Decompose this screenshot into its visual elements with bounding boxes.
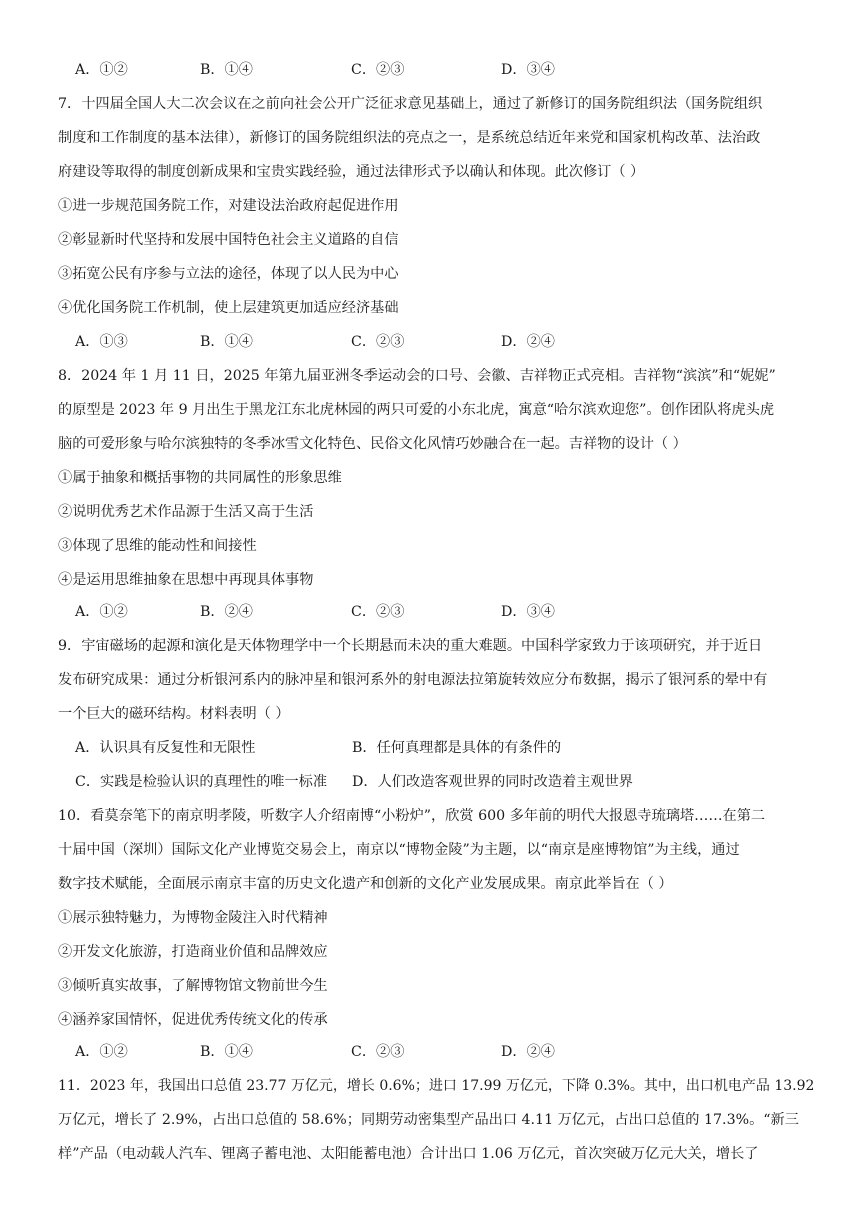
q8-statement-3: ③体现了思维的能动性和间接性 bbox=[58, 538, 257, 554]
q8-option-a[interactable]: A．①② bbox=[75, 604, 128, 620]
q8-stem-line-3: 脑的可爱形象与哈尔滨独特的冬季冰雪文化特色、民俗文化风情巧妙融合在一起。吉祥物的设计（ ） bbox=[58, 436, 687, 452]
q7-statement-1: ①进一步规范国务院工作，对建设法治政府起促进作用 bbox=[58, 198, 399, 214]
q9-option-b[interactable]: B．任何真理都是具体的有条件的 bbox=[352, 740, 562, 756]
q11-stem-line-3: 样”产品（电动载人汽车、锂离子蓄电池、太阳能蓄电池）合计出口 1.06 万亿元，首次突破万亿元大关，增长了 bbox=[58, 1146, 759, 1162]
q6-option-b[interactable]: B．①④ bbox=[200, 62, 253, 78]
q8-stem-line-2: 的原型是 2023 年 9 月出生于黑龙江东北虎林园的两只可爱的小东北虎，寓意“哈尔滨欢迎您”。创作团队将虎头虎 bbox=[58, 402, 775, 418]
q8-option-c[interactable]: C．②③ bbox=[351, 604, 405, 620]
q10-statement-2: ②开发文化旅游，打造商业价值和品牌效应 bbox=[58, 944, 328, 960]
q9-stem-line-2: 发布研究成果：通过分析银河系内的脉冲星和银河系外的射电源法拉第旋转效应分布数据，揭示了银河系的晕中有 bbox=[58, 672, 768, 688]
q8-option-b[interactable]: B．②④ bbox=[200, 604, 253, 620]
q6-option-d[interactable]: D．③④ bbox=[501, 62, 555, 78]
q9-option-d[interactable]: D．人们改造客观世界的同时改造着主观世界 bbox=[352, 774, 633, 790]
q7-option-c[interactable]: C．②③ bbox=[351, 334, 405, 350]
q10-statement-1: ①展示独特魅力，为博物金陵注入时代精神 bbox=[58, 910, 328, 926]
q9-option-a[interactable]: A．认识具有反复性和无限性 bbox=[75, 740, 256, 756]
q11-stem-line-2: 万亿元，增长了 2.9%，占出口总值的 58.6%；同期劳动密集型产品出口 4.11 万亿元，占出口总值的 17.3%。“新三 bbox=[58, 1112, 799, 1128]
q10-statement-4: ④涵养家国情怀，促进优秀传统文化的传承 bbox=[58, 1012, 328, 1028]
q9-stem-line-3: 一个巨大的磁环结构。材料表明（ ） bbox=[58, 706, 290, 722]
q7-option-d[interactable]: D．②④ bbox=[501, 334, 555, 350]
q8-statement-1: ①属于抽象和概括事物的共同属性的形象思维 bbox=[58, 470, 342, 486]
q10-stem-line-1: 10．看莫奈笔下的南京明孝陵，听数字人介绍南博“小粉炉”，欣赏 600 多年前的明代大报恩寺琉璃塔……在第二 bbox=[58, 808, 766, 824]
q10-option-a[interactable]: A．①② bbox=[75, 1044, 128, 1060]
q8-statement-2: ②说明优秀艺术作品源于生活又高于生活 bbox=[58, 504, 314, 520]
q6-option-c[interactable]: C．②③ bbox=[351, 62, 405, 78]
q6-option-a[interactable]: A．①② bbox=[75, 62, 128, 78]
q8-option-d[interactable]: D．③④ bbox=[501, 604, 555, 620]
q9-option-c[interactable]: C．实践是检验认识的真理性的唯一标准 bbox=[75, 774, 328, 790]
q10-stem-line-2: 十届中国（深圳）国际文化产业博览交易会上，南京以“博物金陵”为主题，以“南京是座博物馆”为主线，通过 bbox=[58, 842, 740, 858]
q9-stem-line-1: 9．宇宙磁场的起源和演化是天体物理学中一个长期悬而未决的重大难题。中国科学家致力于该项研究，并于近日 bbox=[58, 638, 763, 654]
q7-statement-4: ④优化国务院工作机制，使上层建筑更加适应经济基础 bbox=[58, 300, 399, 316]
q10-option-b[interactable]: B．①④ bbox=[200, 1044, 253, 1060]
q10-option-d[interactable]: D．②④ bbox=[501, 1044, 555, 1060]
q7-option-b[interactable]: B．①④ bbox=[200, 334, 253, 350]
q7-stem-line-1: 7．十四届全国人大二次会议在之前向社会公开广泛征求意见基础上，通过了新修订的国务院组织法（国务院组织 bbox=[58, 96, 763, 112]
q11-stem-line-1: 11．2023 年，我国出口总值 23.77 万亿元，增长 0.6%；进口 17.99 万亿元，下降 0.3%。其中，出口机电产品 13.92 bbox=[58, 1078, 815, 1094]
q7-stem-line-2: 制度和工作制度的基本法律），新修订的国务院组织法的亮点之一，是系统总结近年来党和国家机构改革、法治政 bbox=[58, 130, 761, 146]
q10-statement-3: ③倾听真实故事，了解博物馆文物前世今生 bbox=[58, 978, 328, 994]
q7-statement-2: ②彰显新时代坚持和发展中国特色社会主义道路的自信 bbox=[58, 232, 399, 248]
q10-stem-line-3: 数字技术赋能，全面展示南京丰富的历史文化遗产和创新的文化产业发展成果。南京此举旨在（ ） bbox=[58, 876, 673, 892]
q10-option-c[interactable]: C．②③ bbox=[351, 1044, 405, 1060]
q7-statement-3: ③拓宽公民有序参与立法的途径，体现了以人民为中心 bbox=[58, 266, 399, 282]
q8-statement-4: ④是运用思维抽象在思想中再现具体事物 bbox=[58, 572, 314, 588]
q7-stem-line-3: 府建设等取得的制度创新成果和宝贵实践经验，通过法律形式予以确认和体现。此次修订（ ） bbox=[58, 164, 645, 180]
q7-option-a[interactable]: A．①③ bbox=[75, 334, 128, 350]
q8-stem-line-1: 8．2024 年 1 月 11 日，2025 年第九届亚洲冬季运动会的口号、会徽、吉祥物正式亮相。吉祥物“滨滨”和“妮妮” bbox=[58, 368, 776, 384]
